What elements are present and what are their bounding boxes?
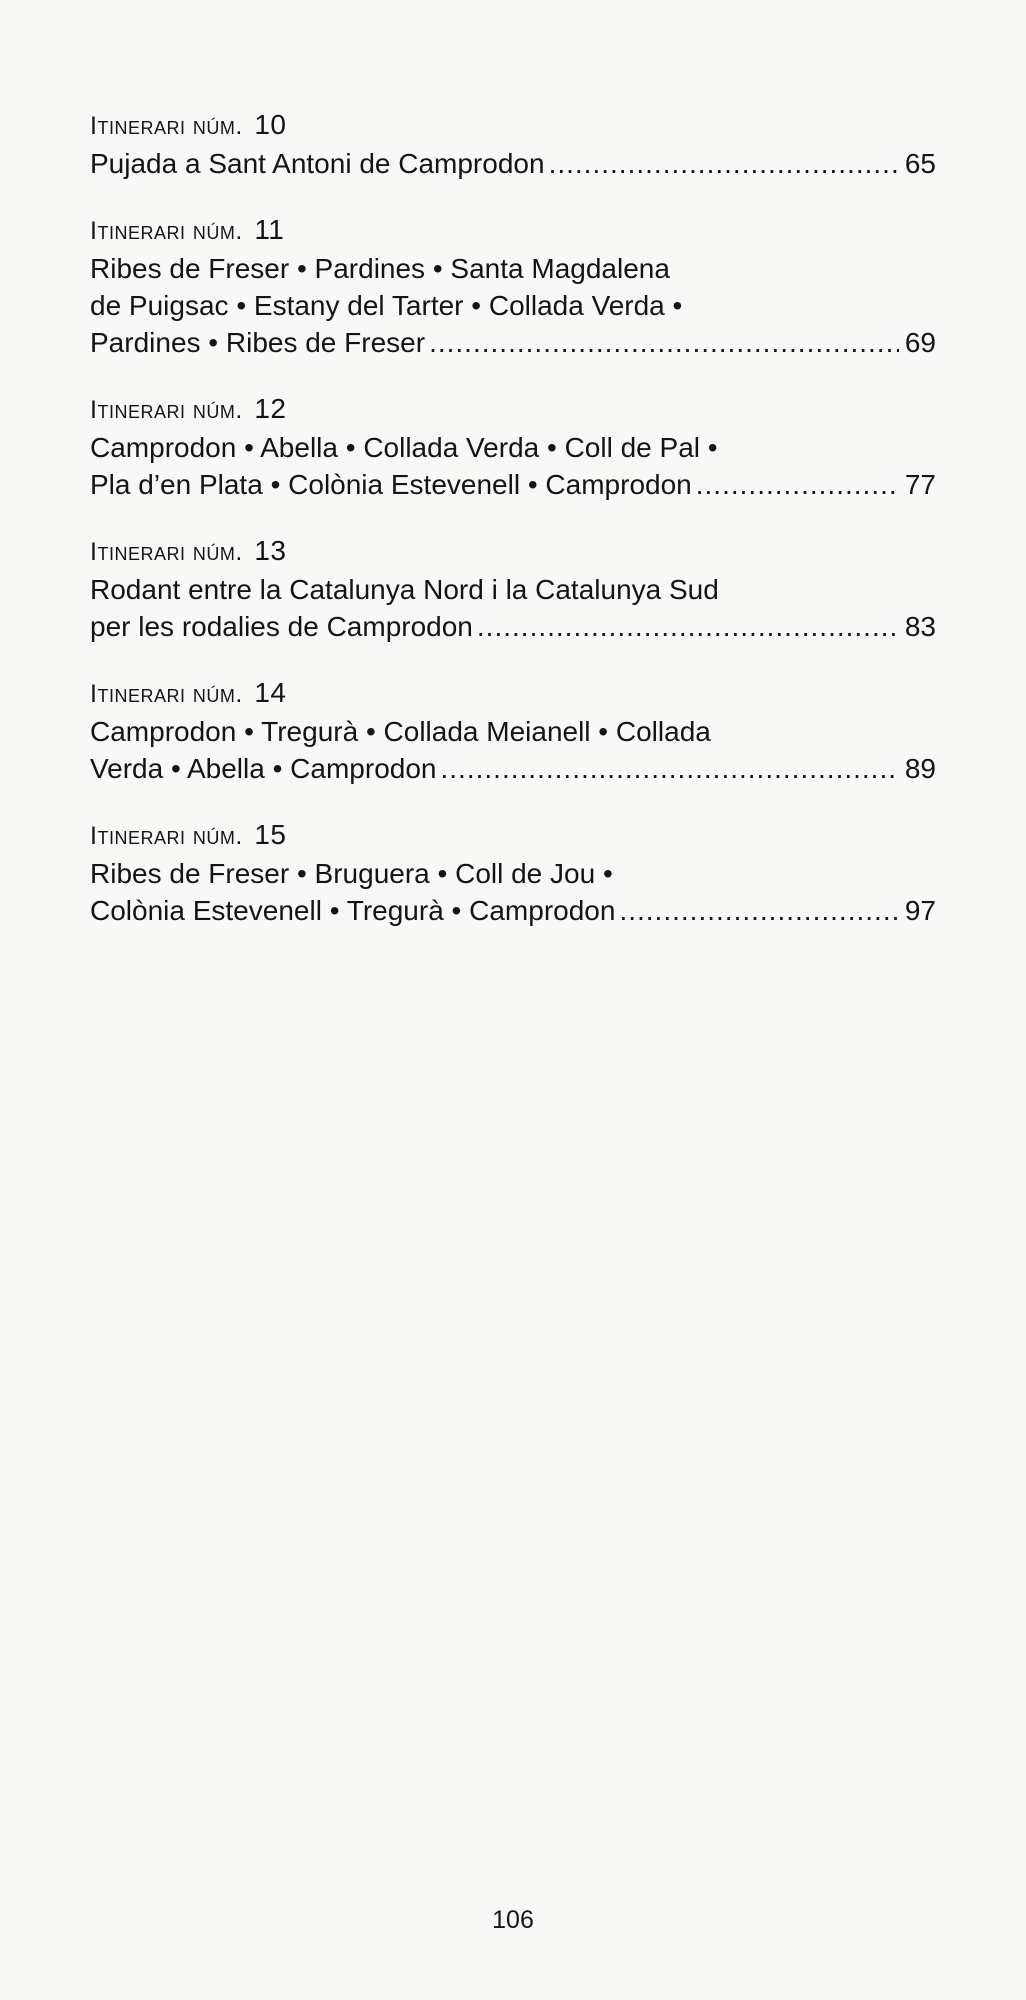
itinerary-title	[90, 571, 936, 645]
toc-entry	[90, 390, 936, 503]
title-line: de Puigsac • Estany del Tarter • Collada Verda •	[90, 290, 683, 321]
dot-leader	[619, 892, 898, 929]
itinerary-label	[90, 390, 936, 429]
title-line	[90, 466, 936, 503]
itinerary-title	[90, 855, 936, 929]
itinerary-label	[90, 816, 936, 855]
itinerary-prefix: Itinerari	[90, 217, 186, 245]
table-of-contents	[90, 106, 936, 958]
title-text: Colònia Estevenell • Tregurà • Camprodon	[90, 895, 616, 926]
itinerary-num-word: núm.	[192, 112, 243, 140]
toc-entry	[90, 532, 936, 645]
itinerary-label	[90, 211, 936, 250]
dot-leader	[549, 145, 899, 182]
page-number: 106	[492, 1906, 534, 1934]
itinerary-number: 15	[254, 819, 287, 850]
itinerary-title	[90, 250, 936, 361]
title-line: Camprodon • Tregurà • Collada Meianell • Collada	[90, 716, 711, 747]
toc-entry	[90, 816, 936, 929]
itinerary-prefix: Itinerari	[90, 112, 186, 140]
itinerary-label	[90, 532, 936, 571]
page-reference: 89	[904, 753, 936, 784]
page-reference: 77	[904, 469, 936, 500]
itinerary-number: 11	[254, 214, 285, 245]
toc-entry	[90, 106, 936, 182]
itinerary-prefix: Itinerari	[90, 396, 186, 424]
itinerary-num-word: núm.	[192, 538, 243, 566]
itinerary-prefix: Itinerari	[90, 680, 186, 708]
page-reference: 97	[904, 895, 936, 926]
itinerary-num-word: núm.	[192, 822, 243, 850]
title-line: Ribes de Freser • Pardines • Santa Magdalena	[90, 253, 670, 284]
page-reference: 69	[904, 327, 936, 358]
itinerary-label	[90, 106, 936, 145]
title-text: Pujada a Sant Antoni de Camprodon	[90, 148, 545, 179]
title-line: Rodant entre la Catalunya Nord i la Catalunya Sud	[90, 574, 719, 605]
itinerary-number: 12	[254, 393, 287, 424]
title-line	[90, 608, 936, 645]
title-line	[90, 324, 936, 361]
itinerary-prefix: Itinerari	[90, 538, 186, 566]
title-line	[90, 145, 936, 182]
itinerary-number: 14	[254, 677, 287, 708]
itinerary-number: 13	[254, 535, 287, 566]
itinerary-title	[90, 429, 936, 503]
title-line	[90, 750, 936, 787]
title-line: Ribes de Freser • Bruguera • Coll de Jou •	[90, 858, 613, 889]
dot-leader	[429, 324, 899, 361]
title-text: Verda • Abella • Camprodon	[90, 753, 437, 784]
dot-leader	[696, 466, 899, 503]
itinerary-num-word: núm.	[192, 396, 243, 424]
page-reference: 83	[904, 611, 936, 642]
title-line: Camprodon • Abella • Collada Verda • Coll de Pal •	[90, 432, 718, 463]
itinerary-num-word: núm.	[192, 680, 243, 708]
itinerary-title	[90, 145, 936, 182]
itinerary-prefix: Itinerari	[90, 822, 186, 850]
page-reference: 65	[904, 148, 936, 179]
itinerary-num-word: núm.	[192, 217, 243, 245]
itinerary-number: 10	[254, 109, 287, 140]
title-text: Pla d’en Plata • Colònia Estevenell • Camprodon	[90, 469, 692, 500]
title-line	[90, 892, 936, 929]
dot-leader	[477, 608, 899, 645]
toc-entry	[90, 211, 936, 361]
toc-entry	[90, 674, 936, 787]
dot-leader	[441, 750, 899, 787]
title-text: per les rodalies de Camprodon	[90, 611, 473, 642]
title-text: Pardines • Ribes de Freser	[90, 327, 426, 358]
itinerary-label	[90, 674, 936, 713]
itinerary-title	[90, 713, 936, 787]
